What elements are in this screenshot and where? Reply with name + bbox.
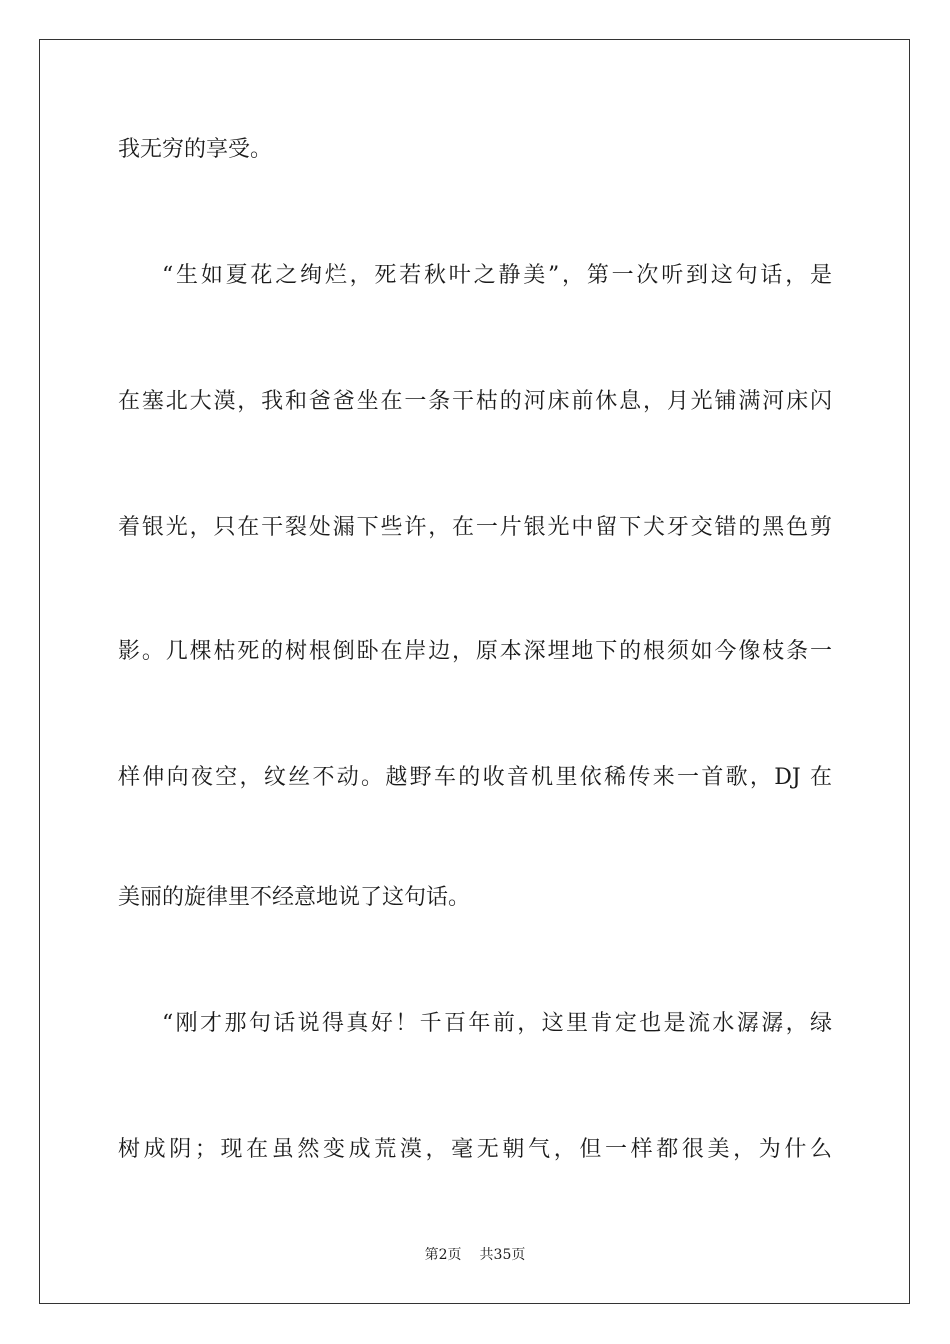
text-line-9: 树成阴；现在虽然变成荒漠，毫无朝气，但一样都很美，为什么 [118, 1137, 832, 1162]
page-number-total: 共35页 [479, 1247, 526, 1263]
text-line-4: 着银光，只在干裂处漏下些许，在一片银光中留下犬牙交错的黑色剪 [118, 515, 832, 540]
page-footer [0, 1245, 950, 1265]
text-line-8: “刚才那句话说得真好！千百年前，这里肯定也是流水潺潺，绿 [162, 1011, 832, 1036]
text-line-1: 我无穷的享受。 [118, 137, 273, 162]
text-line-6: 样伸向夜空，纹丝不动。越野车的收音机里依稀传来一首歌，DJ 在 [118, 765, 832, 790]
text-line-2: “生如夏花之绚烂，死若秋叶之静美”，第一次听到这句话，是 [162, 263, 832, 288]
page-border [39, 39, 910, 1304]
page-number-current: 第2页 [424, 1247, 462, 1263]
text-line-5: 影。几棵枯死的树根倒卧在岸边，原本深埋地下的根须如今像枝条一 [118, 639, 832, 664]
text-line-7: 美丽的旋律里不经意地说了这句话。 [118, 885, 471, 910]
text-line-3: 在塞北大漠，我和爸爸坐在一条干枯的河床前休息，月光铺满河床闪 [118, 389, 832, 414]
